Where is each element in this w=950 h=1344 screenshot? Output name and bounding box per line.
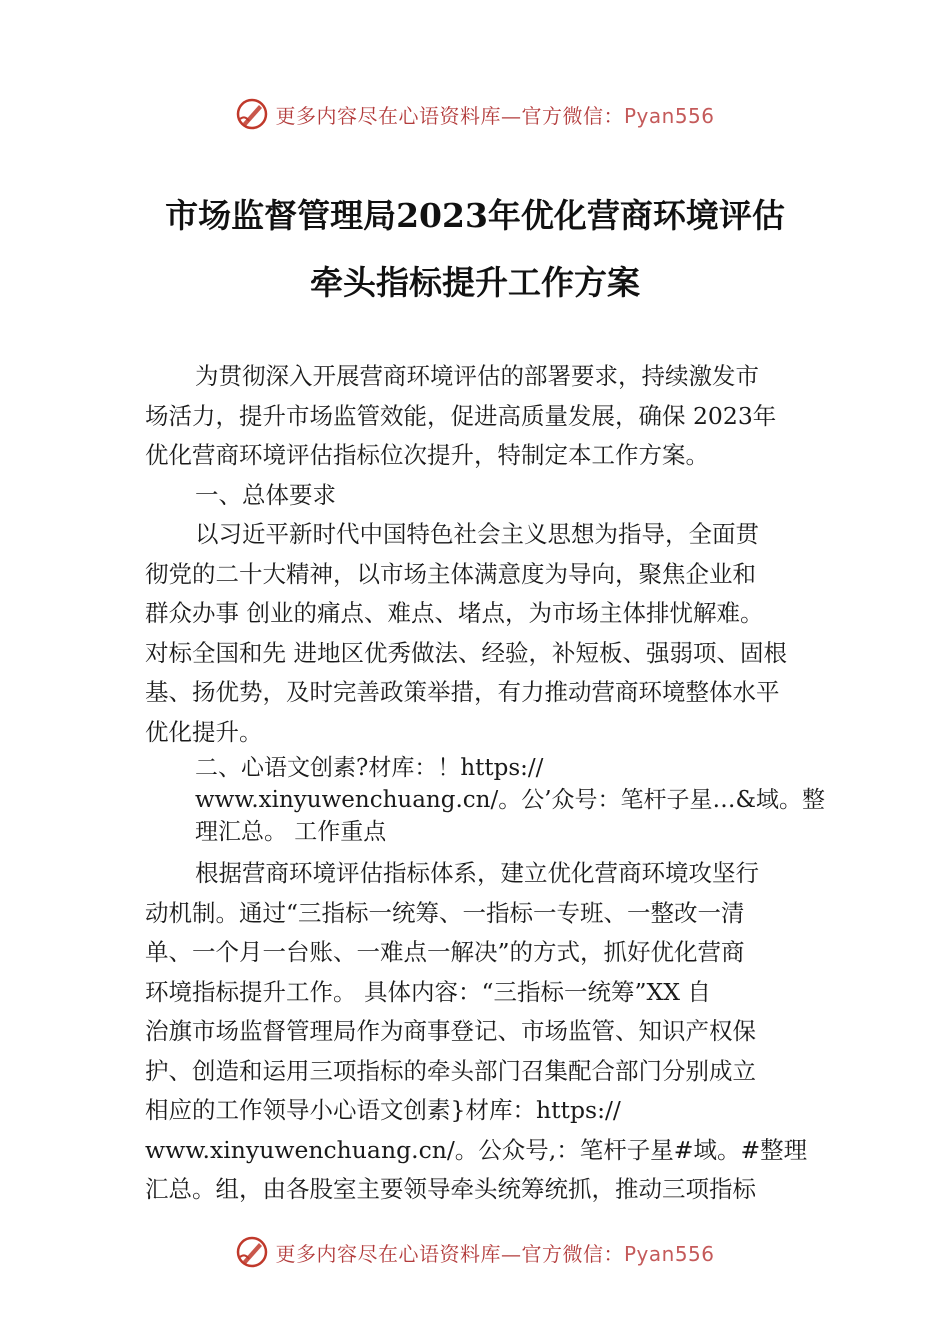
watermark-banner-top	[0, 94, 950, 134]
focus-line: 汇总。组，由各股室主要领导牵头统筹统抓，推动三项指标	[145, 1175, 756, 1203]
general-line: 基、扬优势，及时完善政策举措，有力推动营商环境整体水平	[145, 678, 780, 706]
page-title-line-2: 牵头指标提升工作方案	[310, 263, 640, 302]
focus-line: 根据营商环境评估指标体系，建立优化营商环境攻坚行	[195, 859, 759, 887]
section-heading-1: 一、总体要求	[195, 480, 336, 509]
page-title-line-1: 市场监督管理局2023年优化营商环境评估	[165, 196, 785, 235]
general-line: 以习近平新时代中国特色社会主义思想为指导，全面贯	[195, 520, 759, 548]
document-body	[145, 357, 825, 1210]
focus-line: 动机制。通过“三指标一统筹、一指标一专班、一整改一清	[145, 898, 745, 927]
focus-line: 相应的工作领导小心语文创素}材库：https://	[145, 1096, 621, 1124]
intro-line: 场活力，提升市场监管效能，促进高质量发展，确保 2023年	[145, 401, 777, 430]
general-line: 对标全国和先 进地区优秀做法、经验，补短板、强弱项、固根	[145, 638, 787, 667]
watermark-label: 更多内容尽在心语资料库—官方微信：	[275, 103, 624, 128]
watermark-text	[275, 1238, 714, 1267]
watermark-wechat-id: Pyan556	[623, 103, 715, 128]
focus-line: 治旗市场监督管理局作为商事登记、市场监管、知识产权保	[145, 1017, 756, 1045]
intro-line: 优化营商环境评估指标位次提升，特制定本工作方案。	[145, 441, 709, 469]
intro-line: 为贯彻深入开展营商环境评估的部署要求，持续激发市	[195, 362, 759, 390]
watermark-banner-bottom	[0, 1232, 950, 1272]
section-heading-2: www.xinyuwenchuang.cn/。公’众号：笔杆子星…&域。整	[195, 787, 825, 813]
focus-line: 护、创造和运用三项指标的牵头部门召集配合部门分别成立	[145, 1056, 756, 1085]
section-heading-2: 理汇总。 工作重点	[195, 819, 387, 845]
brush-pen-logo-icon	[235, 1235, 269, 1269]
focus-line: 单、一个月一台账、一难点一解决”的方式，抓好优化营商	[145, 938, 745, 966]
watermark-label: 更多内容尽在心语资料库—官方微信：	[275, 1241, 624, 1266]
brush-pen-logo-icon	[235, 97, 269, 131]
general-line: 彻党的二十大精神，以市场主体满意度为导向，聚焦企业和	[145, 559, 756, 588]
watermark-text	[275, 100, 714, 129]
section-heading-2: 二、心语文创素?材库：！https://	[195, 755, 544, 781]
general-line: 优化提升。	[145, 717, 263, 746]
focus-line: www.xinyuwenchuang.cn/。公众号,：笔杆子星#域。#整理	[145, 1135, 808, 1164]
watermark-wechat-id: Pyan556	[623, 1241, 715, 1266]
general-line: 群众办事 创业的痛点、难点、堵点，为市场主体排忧解难。	[145, 599, 764, 627]
focus-line: 环境指标提升工作。 具体内容：“三指标一统筹”XX 自	[145, 977, 711, 1006]
